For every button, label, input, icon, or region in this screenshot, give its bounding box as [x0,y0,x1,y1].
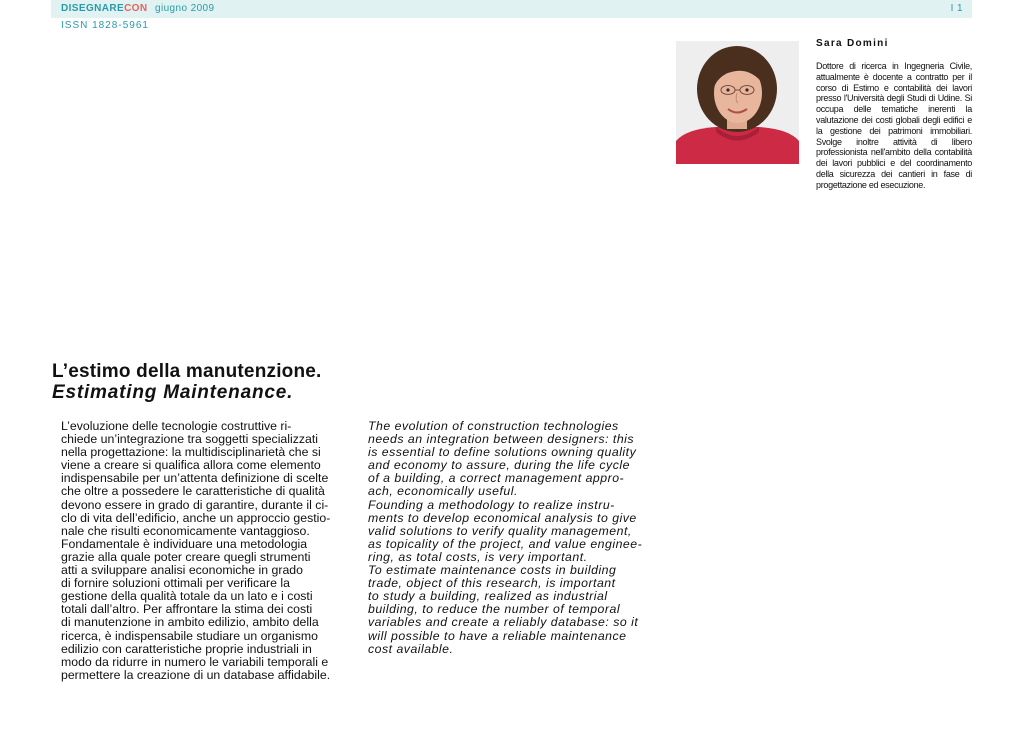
abstract-it-line: chiede un’integrazione tra soggetti specializzati [61,432,319,447]
abstract-it-line: grazie alla quale poter creare quegli strumenti [61,549,311,564]
brand-part-con: CON [124,3,148,14]
title-english: Estimating Maintenance. [52,382,294,403]
abstract-it-line: nella progettazione: la multidisciplinarietà che si [61,445,321,460]
author-photo [676,41,799,164]
author-name: Sara Domini [816,38,889,49]
abstract-en-line: needs an integration between designers: this [368,432,635,447]
abstract-it-line: nale che risulti economicamente vantaggioso. [61,523,310,538]
page-number: I 1 [950,3,963,14]
issn: ISSN 1828-5961 [61,20,149,31]
title-italian: L’estimo della manutenzione. [52,361,322,382]
abstract-en-line: Founding a methodology to realize instru- [368,497,615,512]
abstract-italian [61,420,353,682]
abstract-en-line: as topicality of the project, and value enginee- [368,536,643,551]
abstract-it-line: modo da ridurre in numero le variabili temporali e [61,654,329,669]
abstract-en-line: ach, economically useful. [368,484,518,499]
author-bio: Dottore di ricerca in Ingegneria Civile, attualmente è docente a contratto per il corso di Estimo e contabilità dei lavori presso l'Università degli Studi di Udine. Si occupa delle tematiche inerenti la valutazione dei costi globali degli edifici e la gestione dei patrimoni immobiliari. Svolge inoltre attività di libero professionista nell'ambito della contabilità dei lavori pubblici e del coordinamento della sicurezza dei cantieri in fase di progettazione ed esecuzione. [816,61,972,190]
abstract-it-line: L’evoluzione delle tecnologie costruttive ri- [61,419,292,433]
abstract-en-line: will possible to have a reliable maintenance [368,628,627,643]
journal-brand[interactable] [61,0,147,18]
abstract-it-line: indispensabile per un’attenta definizione di scelte [61,471,329,486]
abstract-en-line: The evolution of construction technologies [368,419,619,433]
abstract-en-line: to study a building, realized as industrial [368,589,608,604]
abstract-it-line: edilizio con caratteristiche proprie industriali in [61,641,312,656]
abstract-english [368,420,660,656]
abstract-it-line: ricerca, è indispensabile studiare un organismo [61,628,319,643]
abstract-it-line: di manutenzione in ambito edilizio, ambito della [61,615,319,630]
abstract-en-line: To estimate maintenance costs in building [368,563,617,578]
abstract-en-line: building, to reduce the number of temporal [368,602,621,617]
abstract-en-line: trade, object of this research, is important [368,576,616,591]
issue-date: giugno 2009 [155,3,215,14]
abstract-it-line: Fondamentale è individuare una metodologia [61,536,308,551]
abstract-en-line: ring, as total costs, is very important. [368,549,588,564]
abstract-it-line: totali dall’altro. Per affrontare la stima dei costi [61,602,313,617]
abstract-en-line: ments to develop economical analysis to give [368,510,637,525]
abstract-en-line: cost available. [368,641,454,656]
abstract-it-line: atti a sviluppare analisi economiche in grado [61,563,303,578]
abstract-it-line: gestione della qualità totale da un lato e i costi [61,589,313,604]
abstract-it-line: devono essere in grado di garantire, durante il ci- [61,497,329,512]
abstract-it-line: che oltre a possedere le caratteristiche di qualità [61,484,325,499]
abstract-en-line: valid solutions to verify quality management, [368,523,632,538]
abstract-en-line: of a building, a correct management appro- [368,471,625,486]
abstract-it-line: clo di vita dell’edificio, anche un approccio gestio- [61,510,331,525]
abstract-it-line: di fornire soluzioni ottimali per verificare la [61,576,290,591]
article-title [52,361,322,404]
brand-part-disegnare: DISEGNARE [61,3,125,14]
abstract-en-line: and economy to assure, during the life cycle [368,458,630,473]
abstract-it-line: viene a creare si qualifica allora come elemento [61,458,321,473]
abstract-en-line: is essential to define solutions owning quality [368,445,637,460]
abstract-it-line: permettere la creazione di un database affidabile. [61,667,331,682]
abstract-en-line: variables and create a reliably database: so it [368,615,639,630]
